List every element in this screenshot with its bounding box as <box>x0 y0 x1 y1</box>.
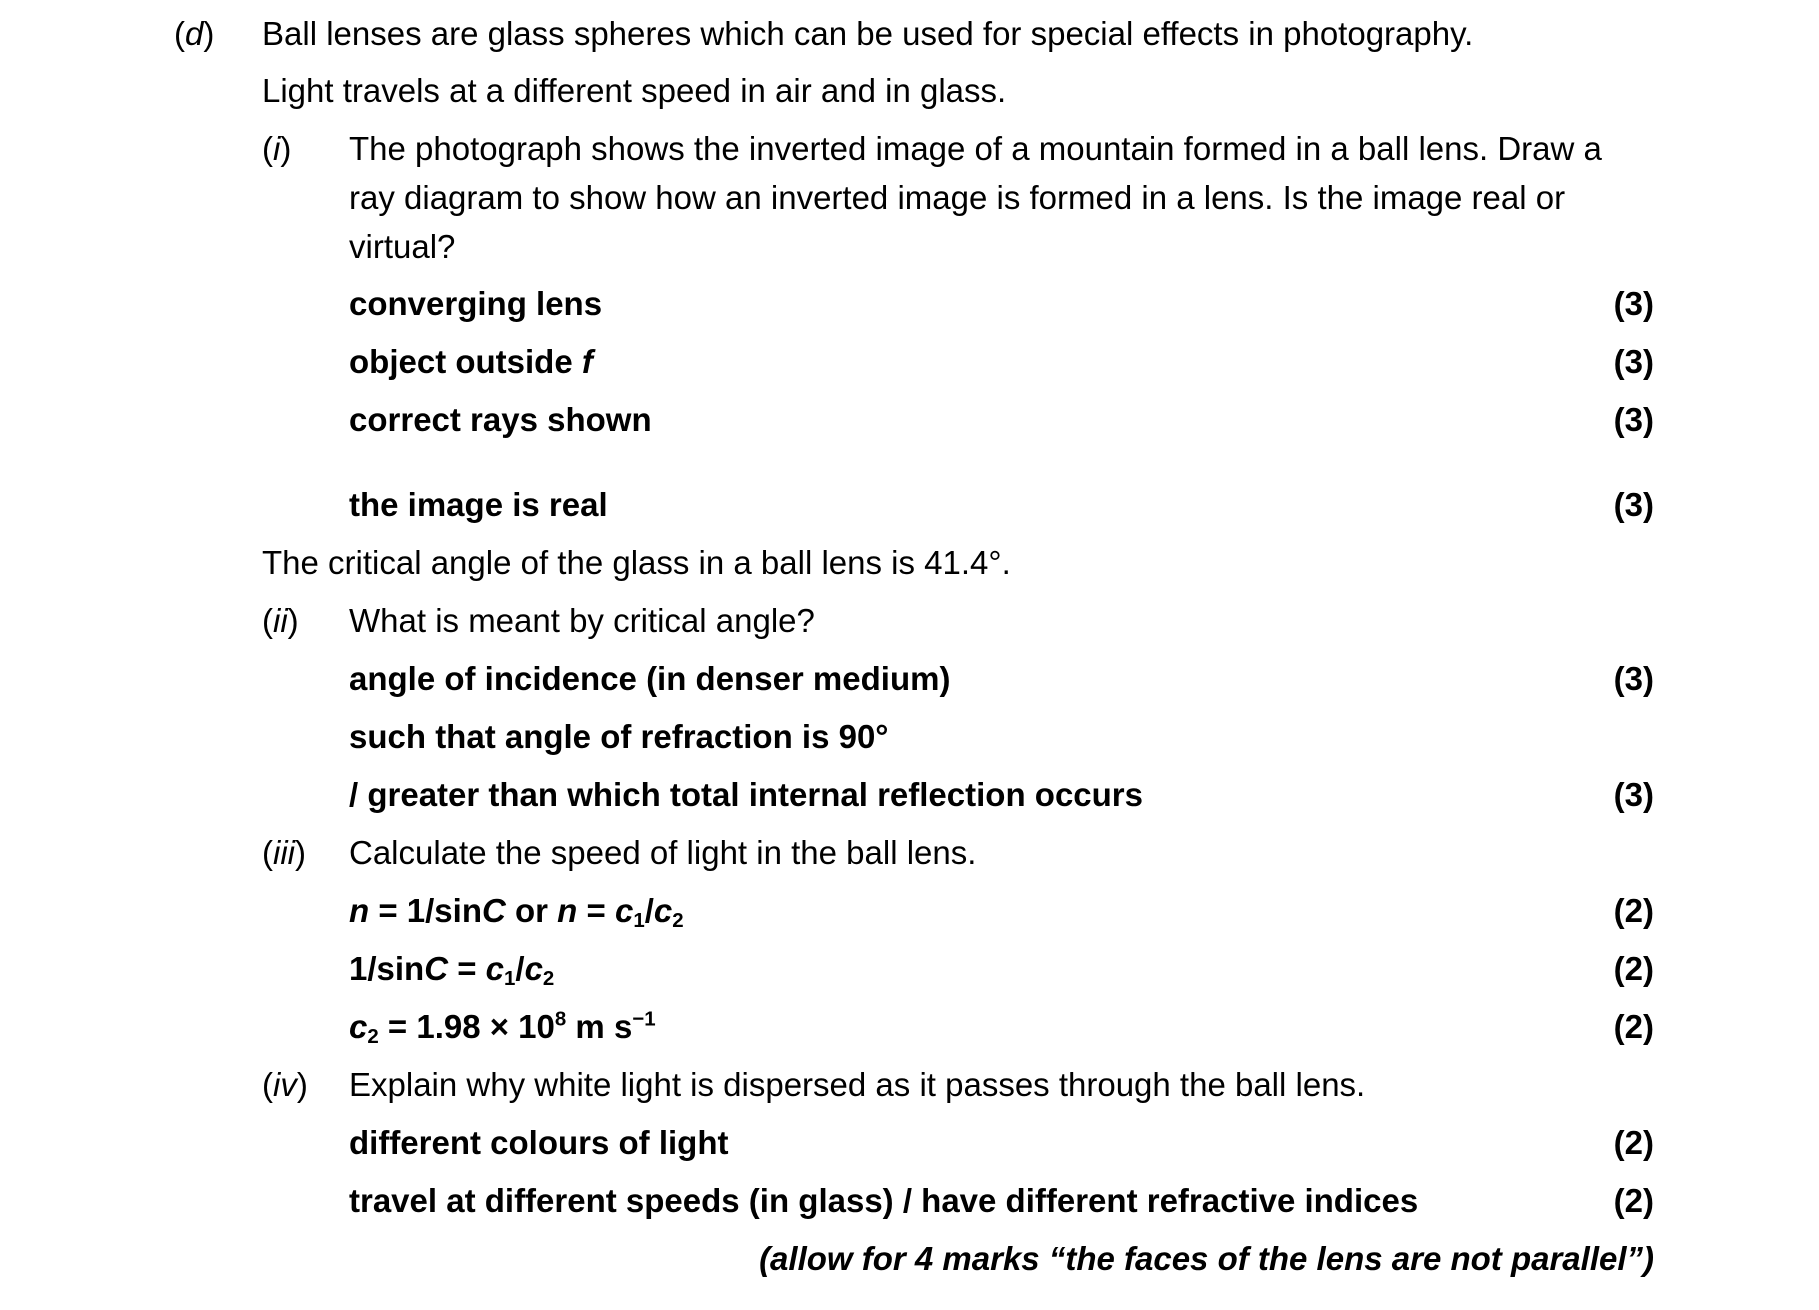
q2-answer-1: angle of incidence (in denser medium) <box>349 660 951 697</box>
q2-text: What is meant by critical angle? <box>349 602 815 639</box>
intro-line-1: Ball lenses are glass spheres which can be used for special effects in photography. <box>262 15 1474 52</box>
q3-answer-1-marks: (2) <box>1613 892 1654 929</box>
q1-answer-3-marks: (3) <box>1613 401 1654 438</box>
q3-text: Calculate the speed of light in the ball lens. <box>349 834 977 871</box>
q2-label: (ii) <box>262 602 299 639</box>
q3-label: (iii) <box>262 834 306 871</box>
q1-text-line-1: The photograph shows the inverted image of a mountain formed in a ball lens. Draw a <box>349 130 1602 167</box>
q4-answer-2-marks: (2) <box>1613 1182 1654 1219</box>
q2-answer-1-marks: (3) <box>1613 660 1654 697</box>
q2-answer-3: / greater than which total internal reflection occurs <box>349 776 1143 813</box>
q4-answer-1: different colours of light <box>349 1124 729 1161</box>
q2-answer-3-marks: (3) <box>1613 776 1654 813</box>
q1-answer-4: the image is real <box>349 486 608 523</box>
q1-text-line-2: ray diagram to show how an inverted image is formed in a lens. Is the image real or <box>349 179 1566 216</box>
q1-answer-3: correct rays shown <box>349 401 652 438</box>
q4-answer-1-marks: (2) <box>1613 1124 1654 1161</box>
q3-answer-3: $c_2 = 1.98 \times 10^8$ m $s^{-1}$ <box>349 1007 656 1049</box>
q4-answer-2: travel at different speeds (in glass) / have different refractive indices <box>349 1182 1419 1219</box>
q1-answer-2: object outside f <box>349 343 593 380</box>
q1-answer-4-marks: (3) <box>1613 486 1654 523</box>
q4-allow-note: (allow for 4 marks “the faces of the lens are not parallel”) <box>759 1240 1654 1277</box>
q1-answer-1-marks: (3) <box>1613 285 1654 322</box>
q2-answer-2: such that angle of refraction is 90° <box>349 718 889 755</box>
q4-text: Explain why white light is dispersed as it passes through the ball lens. <box>349 1066 1366 1103</box>
q3-answer-2: $1/\sin C = c_1/c_2$ <box>349 950 555 991</box>
q1-text-line-3: virtual? <box>349 228 456 265</box>
q1-answer-1: converging lens <box>349 285 603 322</box>
q4-label: (iv) <box>262 1066 308 1103</box>
q3-answer-2-marks: (2) <box>1613 950 1654 987</box>
critical-angle-statement: The critical angle of the glass in a ball lens is 41.4°. <box>262 544 1011 581</box>
q1-label: (i) <box>262 130 292 167</box>
q1-answer-2-marks: (3) <box>1613 343 1654 380</box>
part-label: (d) <box>174 15 215 52</box>
q3-answer-3-marks: (2) <box>1613 1008 1654 1045</box>
q3-answer-1: n = 1/sinC or $n = c_1/c_2$ <box>349 892 684 933</box>
intro-line-2: Light travels at a different speed in air and in glass. <box>262 72 1007 109</box>
